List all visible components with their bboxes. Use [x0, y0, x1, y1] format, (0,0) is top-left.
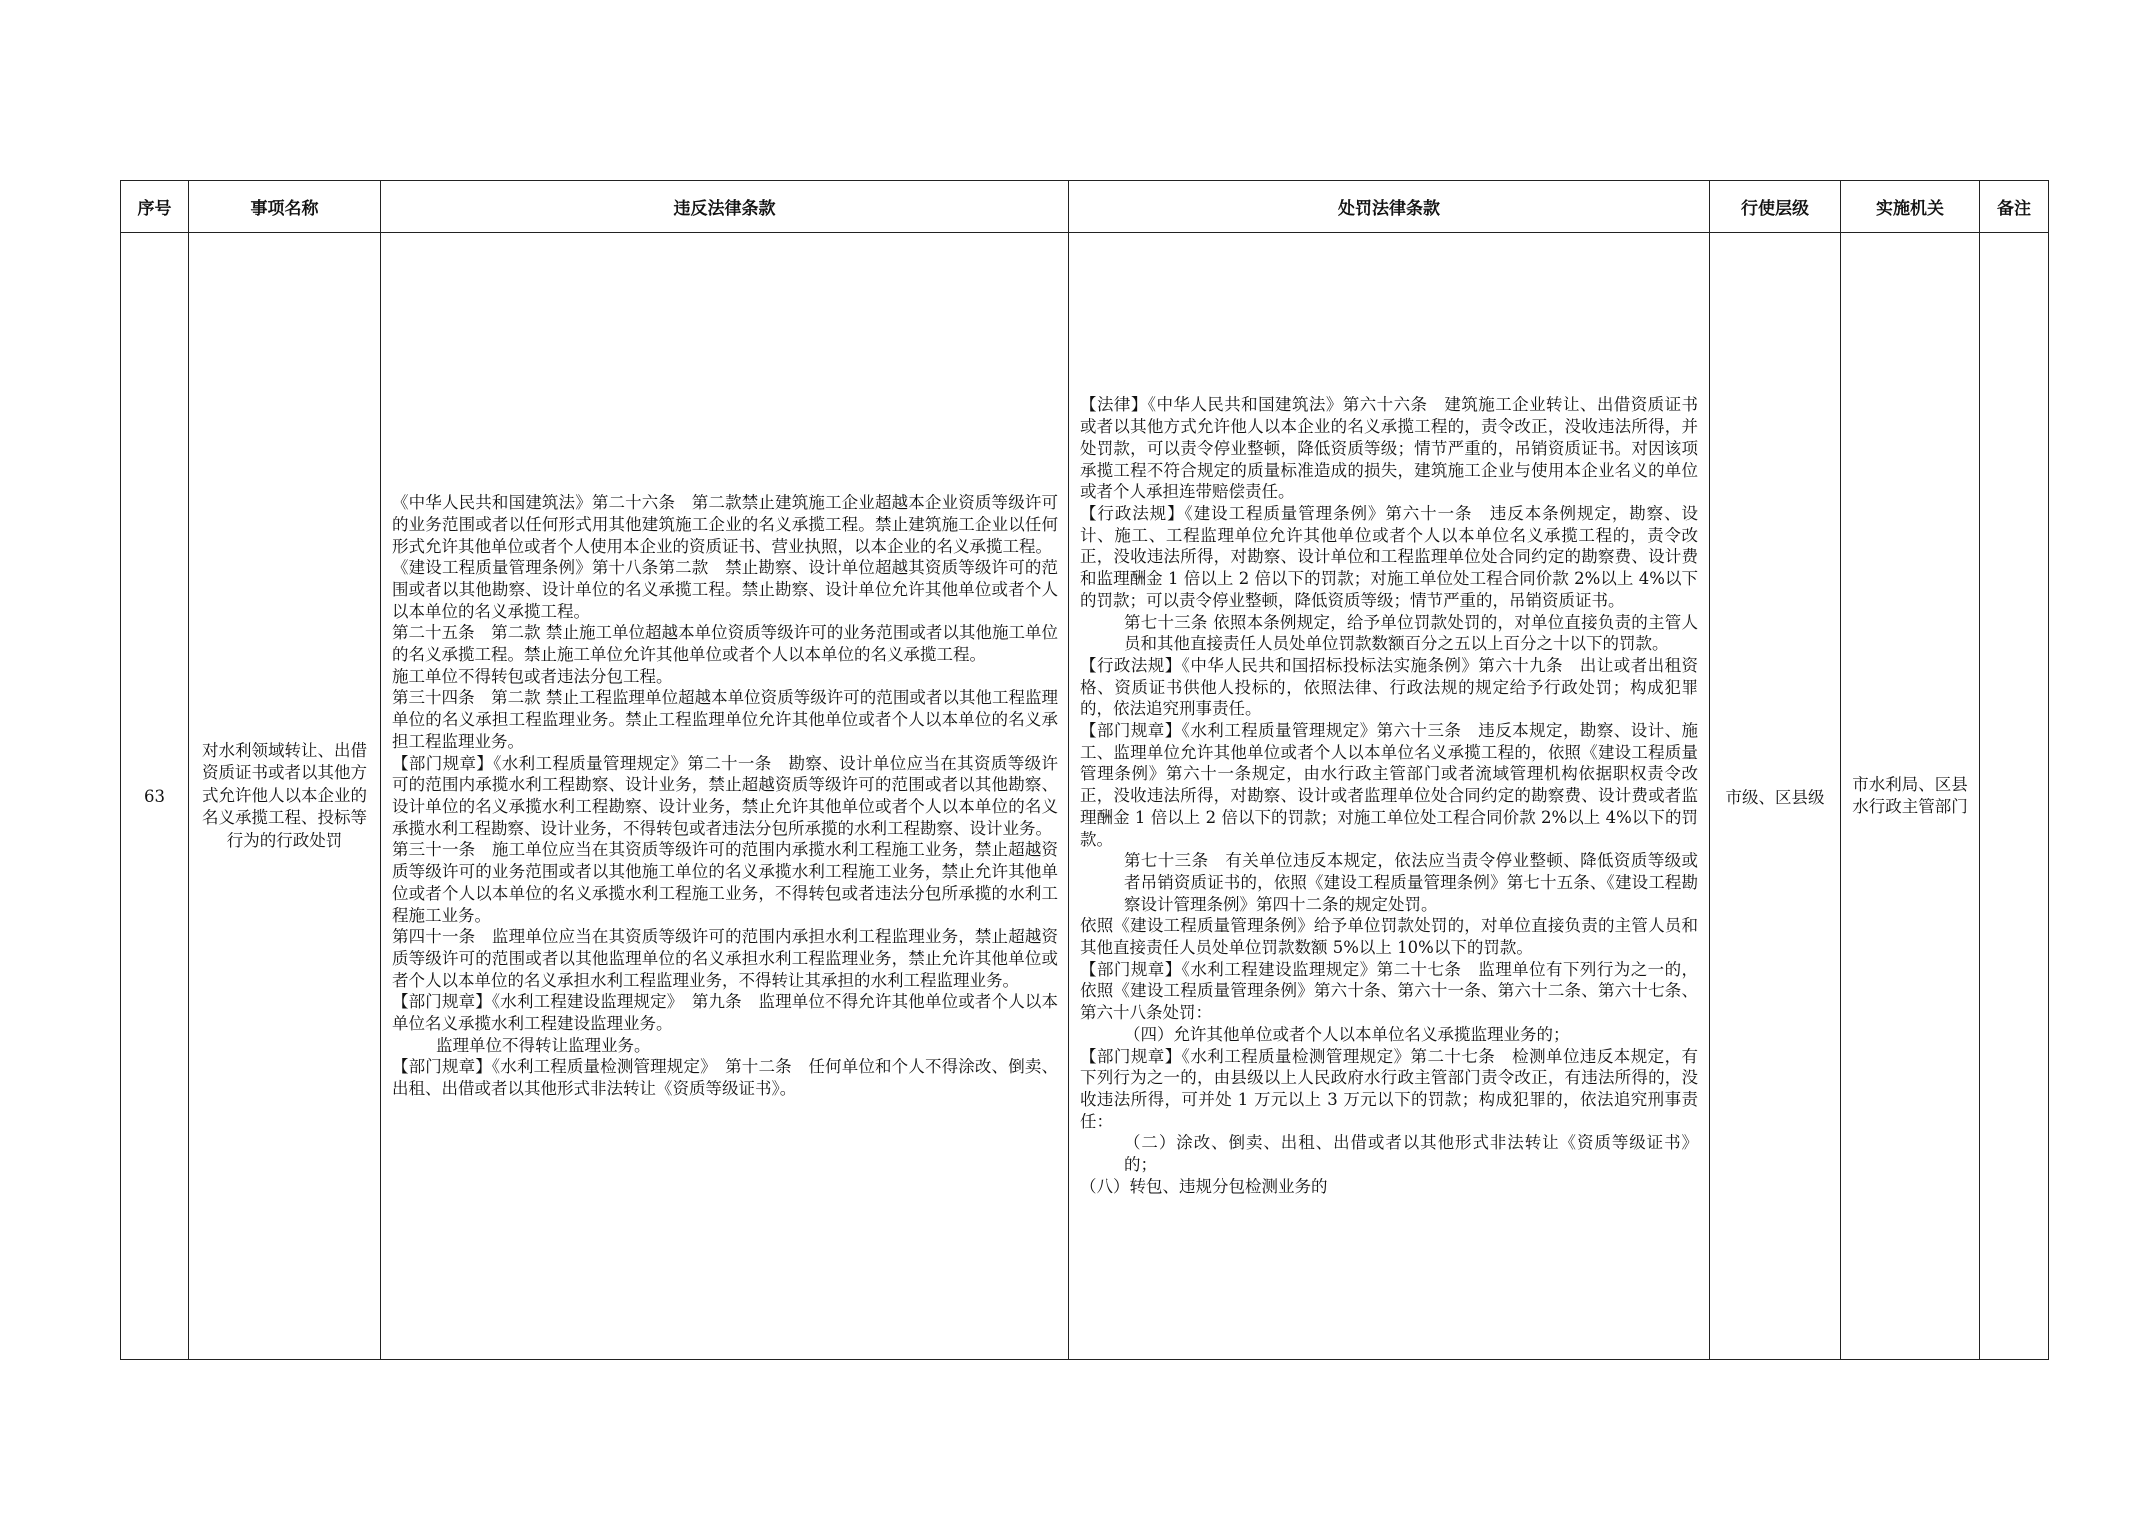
cell-level: 市级、区县级: [1710, 233, 1841, 1360]
cell-remark: [1980, 233, 2049, 1360]
penalty-paragraph: （八）转包、违规分包检测业务的: [1080, 1176, 1328, 1196]
header-penalty: 处罚法律条款: [1069, 181, 1710, 233]
penalty-paragraph: 【部门规章】《水利工程质量管理规定》第六十三条 违反本规定，勘察、设计、施工、监理单位允许其他单位或者个人以本单位名义承揽工程的，依照《建设工程质量管理条例》第六十一条规定，由水行政主管部门或者流域管理机构依据职权责令改正，没收违法所得，对勘察、设计或者监理单位处合同约定的勘察费、设计费或者监理酬金 1 倍以上 2 倍以下的罚款；对施工单位处工程合同价款 2%以上 4%以下的罚款。: [1080, 721, 1698, 849]
violation-paragraph: 【部门规章】《水利工程质量检测管理规定》 第十二条 任何单位和个人不得涂改、倒卖、出租、出借或者以其他形式非法转让《资质等级证书》。: [392, 1057, 1058, 1099]
violation-paragraph: 第三十一条 施工单位应当在其资质等级许可的范围内承揽水利工程施工业务，禁止超越资质等级许可的业务范围或者以其他施工单位的名义承揽水利工程施工业务，禁止允许其他单位或者个人以本单位的名义承揽水利工程施工业务，不得转包或者违法分包所承揽的水利工程施工业务。: [392, 840, 1058, 925]
header-matter: 事项名称: [189, 181, 381, 233]
penalty-paragraph: 【部门规章】《水利工程建设监理规定》第二十七条 监理单位有下列行为之一的，依照《建设工程质量管理条例》第六十条、第六十一条、第六十二条、第六十七条、第六十八条处罚：: [1080, 959, 1698, 1023]
violation-paragraph: 《建设工程质量管理条例》第十八条第二款 禁止勘察、设计单位超越其资质等级许可的范围或者以其他勘察、设计单位的名义承揽工程。禁止勘察、设计单位允许其他单位或者个人以本单位的名义承揽工程。: [392, 558, 1058, 621]
violation-paragraph: 监理单位不得转让监理业务。: [436, 1035, 651, 1055]
header-seq: 序号: [121, 181, 189, 233]
violation-paragraph: 《中华人民共和国建筑法》第二十六条 第二款禁止建筑施工企业超越本企业资质等级许可的业务范围或者以任何形式用其他建筑施工企业的名义承揽工程。禁止建筑施工企业以任何形式允许其他单位或者个人使用本企业的资质证书、营业执照，以本企业的名义承揽工程。: [392, 493, 1058, 556]
violation-paragraph: 【部门规章】《水利工程质量管理规定》第二十一条 勘察、设计单位应当在其资质等级许可的范围内承揽水利工程勘察、设计业务，禁止超越资质等级许可的范围或者以其他勘察、设计单位的名义承揽水利工程勘察、设计业务，禁止允许其他单位或者个人以本单位的名义承揽水利工程勘察、设计业务，不得转包或者违法分包所承揽的水利工程勘察、设计业务。: [392, 753, 1058, 838]
cell-agency: 市水利局、区县水行政主管部门: [1841, 233, 1980, 1360]
penalty-paragraph: 【行政法规】《中华人民共和国招标投标法实施条例》第六十九条 出让或者出租资格、资质证书供他人投标的，依照法律、行政法规的规定给予行政处罚；构成犯罪的，依法追究刑事责任。: [1080, 655, 1698, 719]
violation-paragraph: 第二十五条 第二款 禁止施工单位超越本单位资质等级许可的业务范围或者以其他施工单位的名义承揽工程。禁止施工单位允许其他单位或者个人以本单位的名义承揽工程。: [392, 623, 1058, 665]
violation-paragraph: 第四十一条 监理单位应当在其资质等级许可的范围内承担水利工程监理业务，禁止超越资质等级许可的范围或者以其他监理单位的名义承担水利工程监理业务，禁止允许其他单位或者个人以本单位的名义承担水利工程监理业务，不得转让其承担的水利工程监理业务。: [392, 927, 1058, 990]
violation-paragraph: 【部门规章】《水利工程建设监理规定》 第九条 监理单位不得允许其他单位或者个人以本单位名义承揽水利工程建设监理业务。: [392, 992, 1058, 1034]
header-violation: 违反法律条款: [381, 181, 1069, 233]
cell-seq: 63: [121, 233, 189, 1360]
penalty-paragraph: （二）涂改、倒卖、出租、出借或者以其他形式非法转让《资质等级证书》的；: [1124, 1133, 1698, 1175]
cell-penalty: [1069, 233, 1710, 1360]
violation-paragraph: 第三十四条 第二款 禁止工程监理单位超越本单位资质等级许可的范围或者以其他工程监理单位的名义承担工程监理业务。禁止工程监理单位允许其他单位或者个人以本单位的名义承担工程监理业务。: [392, 688, 1058, 751]
cell-matter: 对水利领域转让、出借资质证书或者以其他方式允许他人以本企业的名义承揽工程、投标等行为的行政处罚: [189, 233, 381, 1360]
violation-paragraph: 施工单位不得转包或者违法分包工程。: [392, 666, 673, 686]
penalty-paragraph: 依照《建设工程质量管理条例》给予单位罚款处罚的，对单位直接负责的主管人员和其他直接责任人员处单位罚款数额 5%以上 10%以下的罚款。: [1080, 916, 1698, 958]
penalty-paragraph: 【部门规章】《水利工程质量检测管理规定》第二十七条 检测单位违反本规定，有下列行为之一的，由县级以上人民政府水行政主管部门责令改正，有违法所得的，没收违法所得，可并处 1 万元以上 3 万元以下的罚款；构成犯罪的，依法追究刑事责任：: [1080, 1046, 1698, 1131]
penalty-paragraph: 第七十三条 依照本条例规定，给予单位罚款处罚的，对单位直接负责的主管人员和其他直接责任人员处单位罚款数额百分之五以上百分之十以下的罚款。: [1124, 612, 1698, 654]
penalty-paragraph: 第七十三条 有关单位违反本规定，依法应当责令停业整顿、降低资质等级或者吊销资质证书的，依照《建设工程质量管理条例》第七十五条、《建设工程勘察设计管理条例》第四十二条的规定处罚。: [1124, 851, 1698, 914]
penalty-paragraph: 【法律】《中华人民共和国建筑法》第六十六条 建筑施工企业转让、出借资质证书或者以其他方式允许他人以本企业的名义承揽工程的，责令改正，没收违法所得，并处罚款，可以责令停业整顿，降低资质等级；情节严重的，吊销资质证书。对因该项承揽工程不符合规定的质量标准造成的损失，建筑施工企业与使用本企业名义的单位或者个人承担连带赔偿责任。: [1080, 395, 1698, 502]
header-level: 行使层级: [1710, 181, 1841, 233]
penalty-paragraph: 【行政法规】《建设工程质量管理条例》第六十一条 违反本条例规定，勘察、设计、施工、工程监理单位允许其他单位或者个人以本单位名义承揽工程的，责令改正，没收违法所得，对勘察、设计单位和工程监理单位处合同约定的勘察费、设计费和监理酬金 1 倍以上 2 倍以下的罚款；对施工单位处工程合同价款 2%以上 4%以下的罚款；可以责令停业整顿，降低资质等级；情节严重的，吊销资质证书。: [1080, 504, 1698, 610]
table-header-row: [121, 181, 2049, 233]
cell-violation: [381, 233, 1069, 1360]
header-agency: 实施机关: [1841, 181, 1980, 233]
table-row: [121, 233, 2049, 1360]
header-remark: 备注: [1980, 181, 2049, 233]
penalty-paragraph: （四）允许其他单位或者个人以本单位名义承揽监理业务的；: [1124, 1024, 1570, 1044]
penalty-items-table: [120, 180, 2049, 1360]
